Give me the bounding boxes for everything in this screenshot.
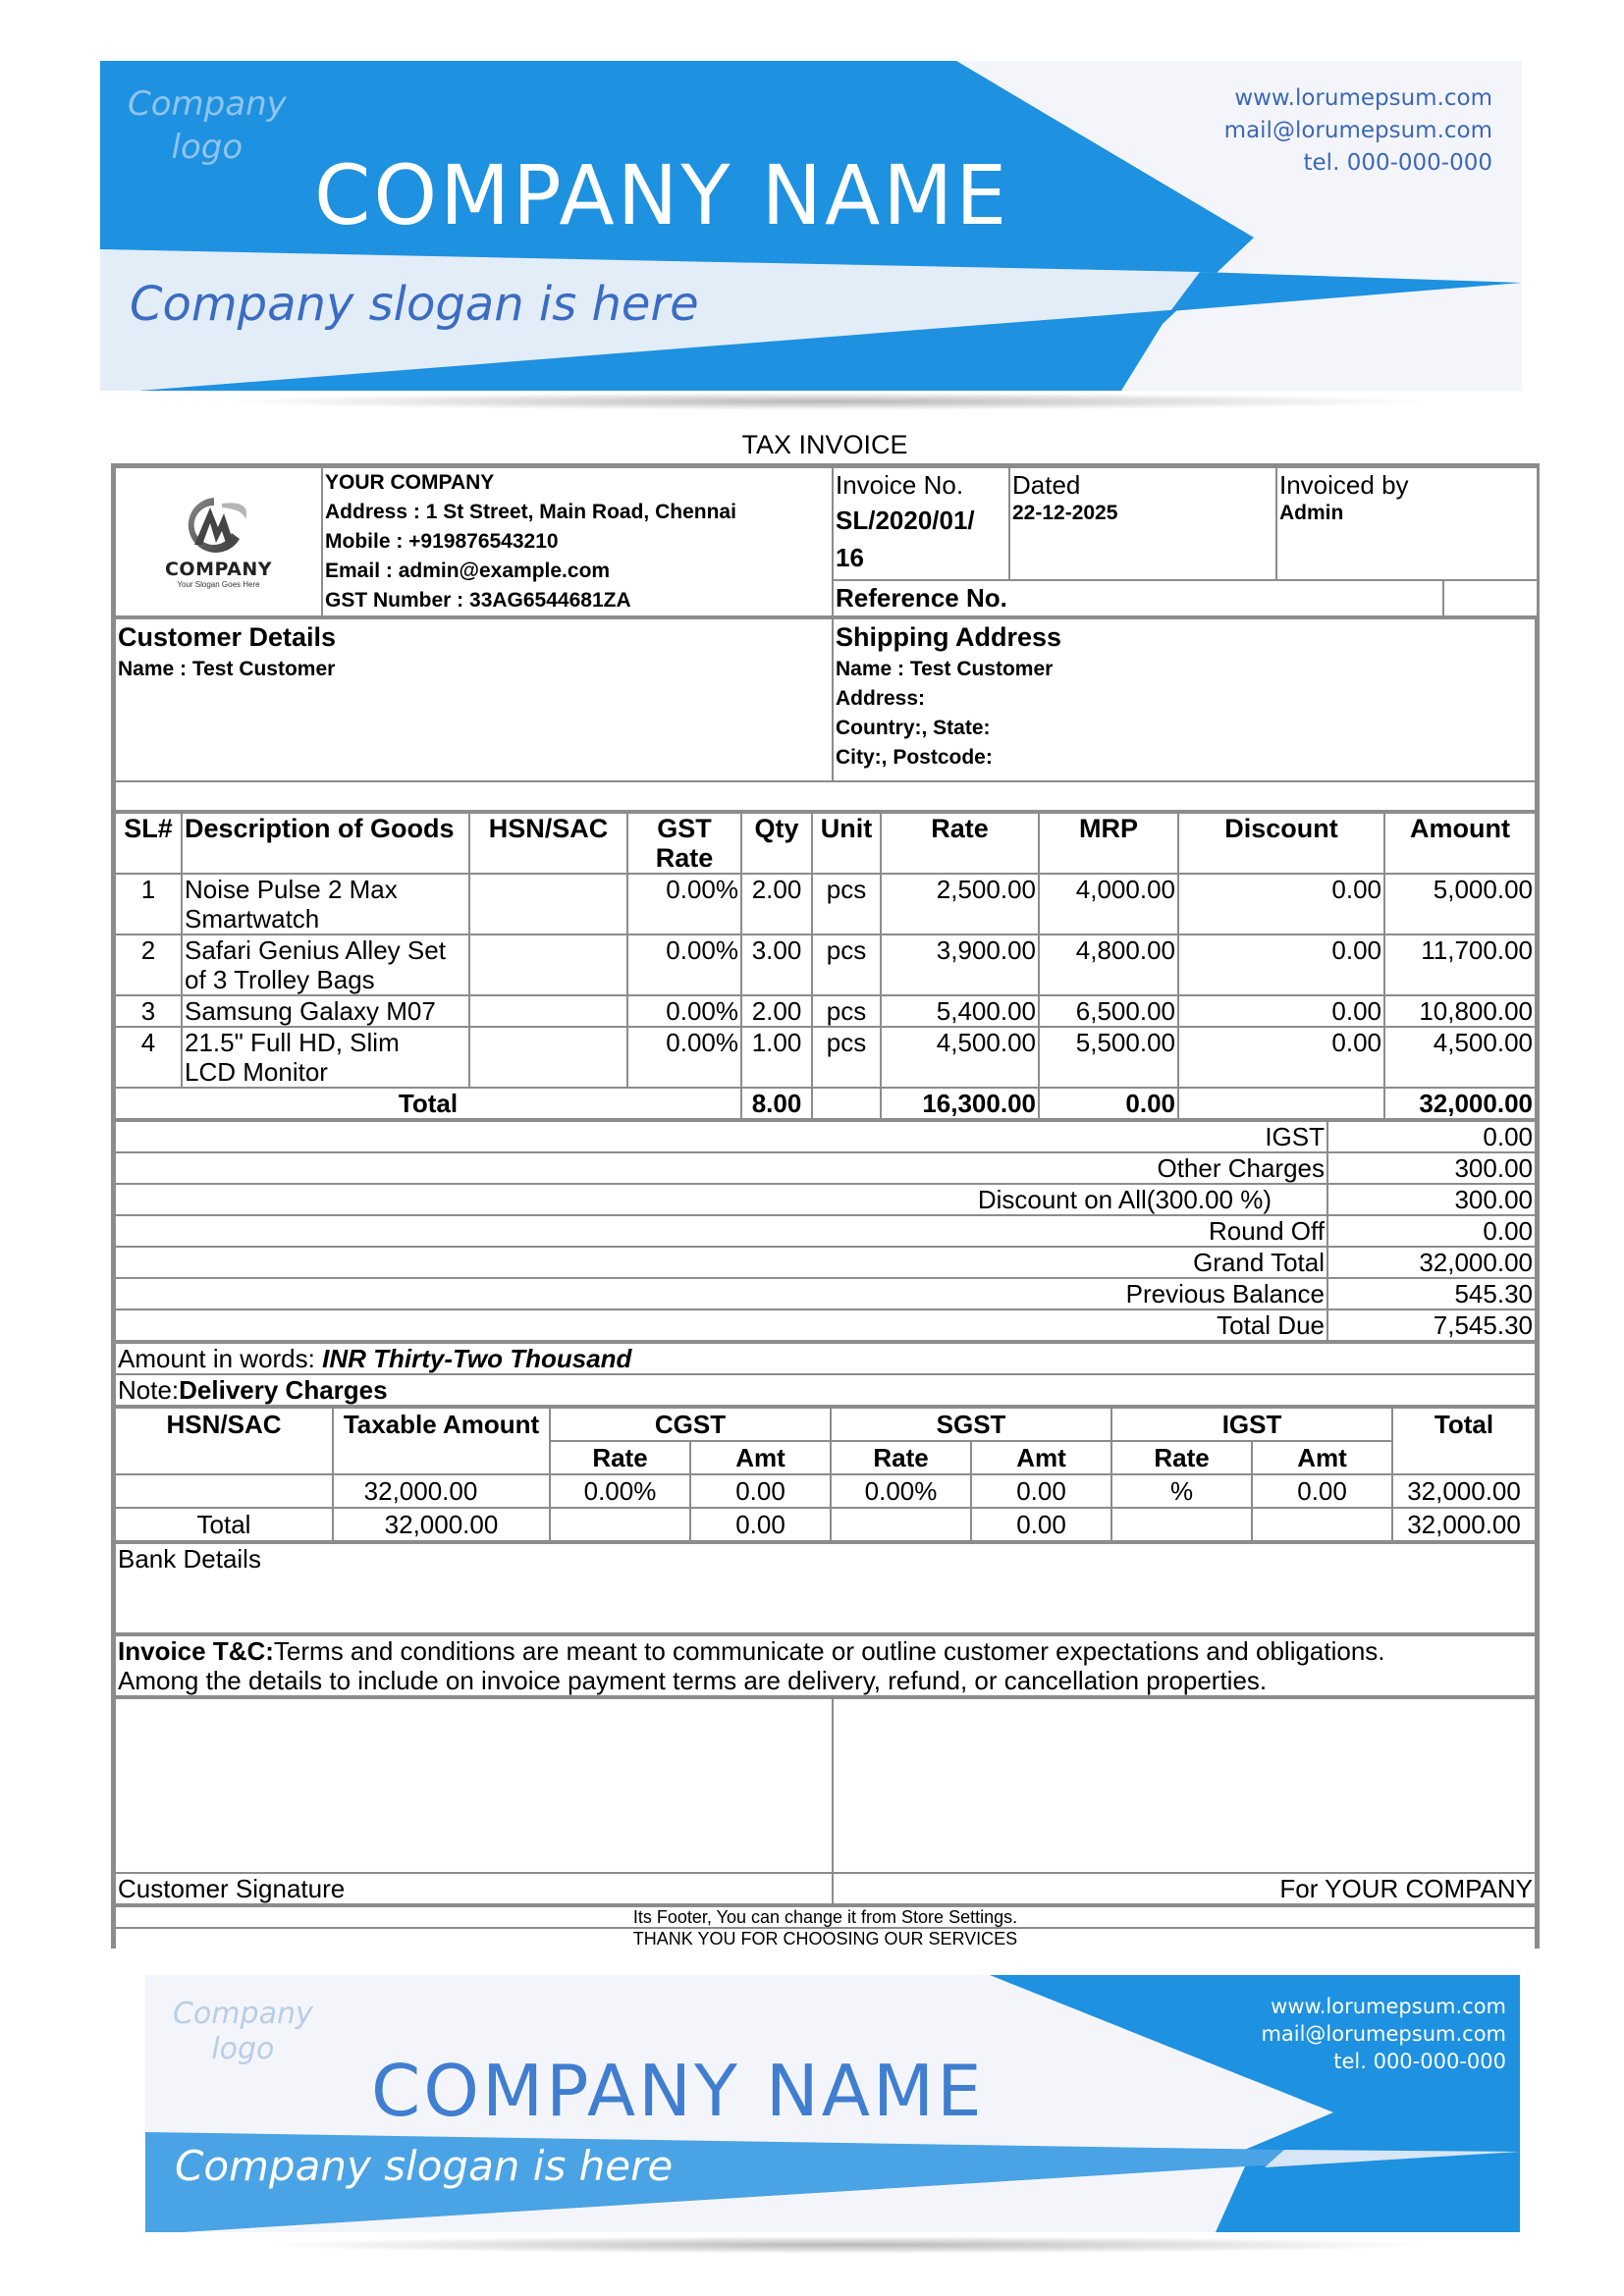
item-unit: pcs — [812, 874, 881, 934]
customer-details-title: Customer Details — [118, 622, 337, 652]
table-row — [115, 995, 1536, 1027]
banner-slogan: Company slogan is here — [130, 277, 699, 332]
shipping-address-line: Address: — [836, 687, 926, 710]
item-gst-rate: 0.00% — [627, 1027, 741, 1088]
tax-total-sgst-rate — [831, 1508, 971, 1541]
customer-signature-area — [115, 1698, 833, 1873]
invoice-no-value-line1: SL/2020/01/ — [836, 506, 975, 535]
item-rate: 2,500.00 — [881, 874, 1039, 934]
col-rate: Rate — [881, 813, 1039, 874]
tax-col-hsn: HSN/SAC — [115, 1408, 333, 1474]
col-description: Description of Goods — [182, 813, 469, 874]
tax-col-igst-amt: Amt — [1252, 1441, 1392, 1474]
item-description-line2: Smartwatch — [185, 904, 320, 934]
banner-contact — [1224, 82, 1492, 180]
terms-section — [114, 1634, 1537, 1697]
spacer-row — [115, 781, 1536, 811]
seller-mobile: Mobile : +919876543210 — [325, 530, 559, 553]
summary-prev-row — [115, 1278, 1536, 1309]
item-rate: 5,400.00 — [881, 995, 1039, 1027]
seller-logo — [115, 467, 322, 616]
summary-roundoff-value: 0.00 — [1327, 1215, 1536, 1247]
terms-text — [115, 1635, 1536, 1696]
item-description-line1: 21.5" Full HD, Slim — [185, 1028, 400, 1057]
summary-other-label: Other Charges — [115, 1152, 1327, 1184]
tax-col-total: Total — [1392, 1408, 1536, 1474]
footer-banner-email: mail@lorumepsum.com — [1261, 2022, 1506, 2046]
col-gst-rate — [627, 813, 741, 874]
item-qty: 2.00 — [741, 874, 812, 934]
amount-in-words — [115, 1343, 1536, 1374]
footer-banner-website: www.lorumepsum.com — [1271, 1995, 1506, 2018]
item-description-line1: Safari Genius Alley Set — [185, 935, 446, 965]
tax-col-cgst: CGST — [550, 1408, 831, 1441]
tax-hsn — [115, 1474, 333, 1508]
dated-value: 22-12-2025 — [1012, 502, 1118, 524]
banner-phone: tel. 000-000-000 — [1303, 150, 1492, 176]
tax-col-taxable: Taxable Amount — [333, 1408, 550, 1474]
tax-sgst-amt: 0.00 — [971, 1474, 1111, 1508]
col-amount: Amount — [1384, 813, 1536, 874]
item-gst-rate: 0.00% — [627, 874, 741, 934]
summary-other-row — [115, 1152, 1536, 1184]
summary-due-value: 7,545.30 — [1327, 1309, 1536, 1341]
item-mrp: 5,500.00 — [1039, 1027, 1178, 1088]
customer-details — [115, 618, 833, 781]
summary-other-value: 300.00 — [1327, 1152, 1536, 1184]
footer-banner-slogan: Company slogan is here — [175, 2142, 674, 2190]
item-rate: 4,500.00 — [881, 1027, 1039, 1088]
banner-logo-placeholder — [128, 82, 287, 169]
item-amount: 11,700.00 — [1384, 934, 1536, 995]
footer-banner-logo-placeholder — [173, 1997, 313, 2067]
item-unit: pcs — [812, 995, 881, 1027]
tax-col-igst: IGST — [1111, 1408, 1392, 1441]
item-gst-rate: 0.00% — [627, 934, 741, 995]
item-gst-rate: 0.00% — [627, 995, 741, 1027]
item-discount: 0.00 — [1178, 1027, 1384, 1088]
amount-in-words-value: INR Thirty-Two Thousand — [322, 1344, 632, 1373]
summary-grand-label: Grand Total — [115, 1247, 1327, 1278]
reference-cell — [833, 580, 1443, 616]
item-qty: 3.00 — [741, 934, 812, 995]
address-section — [114, 617, 1537, 812]
company-signature-area — [833, 1698, 1536, 1873]
footer-line1: Its Footer, You can change it from Store Settings. — [115, 1906, 1536, 1928]
invoice — [111, 463, 1540, 1949]
item-discount: 0.00 — [1178, 995, 1384, 1027]
invoiced-by-label: Invoiced by — [1279, 470, 1409, 500]
footer-banner-phone: tel. 000-000-000 — [1333, 2050, 1506, 2073]
shipping-city-postcode: City:, Postcode: — [836, 746, 993, 769]
tax-total-cgst-rate — [550, 1508, 690, 1541]
tax-cgst-amt: 0.00 — [690, 1474, 831, 1508]
item-description — [182, 995, 469, 1027]
banner-logo-line1: Company — [128, 84, 287, 124]
item-mrp: 6,500.00 — [1039, 995, 1178, 1027]
footer-banner-contact — [1261, 1993, 1506, 2075]
item-description-line2: LCD Monitor — [185, 1057, 328, 1087]
customer-name: Name : Test Customer — [118, 658, 336, 680]
items-body — [115, 874, 1536, 1088]
signature-section — [114, 1697, 1537, 1905]
summary-igst-row — [115, 1121, 1536, 1152]
shipping-address — [833, 618, 1536, 781]
summary-prev-value: 545.30 — [1327, 1278, 1536, 1309]
item-qty: 2.00 — [741, 995, 812, 1027]
summary-roundoff-row — [115, 1215, 1536, 1247]
bank-details-title: Bank Details — [115, 1543, 1536, 1633]
col-sl: SL# — [115, 813, 182, 874]
seller-details — [322, 467, 833, 616]
company-signature-label: For YOUR COMPANY — [833, 1873, 1536, 1904]
tax-total-igst-amt — [1252, 1508, 1392, 1541]
logo-word: COMPANY — [164, 558, 273, 580]
col-gst-rate-line1: GST — [657, 814, 712, 843]
tax-col-cgst-rate: Rate — [550, 1441, 690, 1474]
seller-address: Address : 1 St Street, Main Road, Chennai — [325, 501, 736, 523]
col-discount: Discount — [1178, 813, 1384, 874]
logo-slogan: Your Slogan Goes Here — [177, 579, 260, 589]
reference-value — [1443, 580, 1538, 616]
amount-in-words-label: Amount in words: — [118, 1344, 323, 1373]
invoice-no-label: Invoice No. — [836, 470, 964, 500]
table-row — [115, 934, 1536, 995]
items-total-unit — [812, 1088, 881, 1119]
item-rate: 3,900.00 — [881, 934, 1039, 995]
items-total-qty: 8.00 — [741, 1088, 812, 1119]
item-hsn — [469, 934, 627, 995]
item-description — [182, 874, 469, 934]
seller-name: YOUR COMPANY — [325, 471, 495, 494]
summary-discount-value: 300.00 — [1327, 1184, 1536, 1215]
tax-col-sgst-rate: Rate — [831, 1441, 971, 1474]
note — [115, 1374, 1536, 1406]
summary-grand-row — [115, 1247, 1536, 1278]
terms-label: Invoice T&C: — [118, 1636, 274, 1666]
tax-row — [115, 1474, 1536, 1508]
item-sl: 4 — [115, 1027, 182, 1088]
summary-igst-label: IGST — [115, 1121, 1327, 1152]
banner-shadow — [214, 393, 1436, 410]
tax-cgst-rate: 0.00% — [550, 1474, 690, 1508]
tax-total-igst-rate — [1111, 1508, 1252, 1541]
banner-logo-line2: logo — [171, 128, 244, 167]
footer-banner-company-name: COMPANY NAME — [371, 2050, 985, 2132]
item-amount: 5,000.00 — [1384, 874, 1536, 934]
summary-discount-label: Discount on All(300.00 %) — [115, 1184, 1327, 1215]
logo-fineprint — [118, 589, 319, 597]
items-total-amount: 32,000.00 — [1384, 1088, 1536, 1119]
tax-col-sgst: SGST — [831, 1408, 1111, 1441]
amount-note-section — [114, 1342, 1537, 1407]
items-total-label: Total — [115, 1088, 741, 1119]
note-label: Note: — [118, 1375, 180, 1405]
tax-col-igst-rate: Rate — [1111, 1441, 1252, 1474]
item-mrp: 4,800.00 — [1039, 934, 1178, 995]
item-unit: pcs — [812, 1027, 881, 1088]
dated-label: Dated — [1012, 470, 1081, 500]
tax-total-label: Total — [115, 1508, 333, 1541]
invoiced-by-value: Admin — [1279, 502, 1344, 524]
item-hsn — [469, 1027, 627, 1088]
tax-sgst-rate: 0.00% — [831, 1474, 971, 1508]
item-qty: 1.00 — [741, 1027, 812, 1088]
items-total-row — [115, 1088, 1536, 1119]
item-unit: pcs — [812, 934, 881, 995]
terms-line2: Among the details to include on invoice payment terms are delivery, refund, or cancellation properties. — [118, 1666, 1268, 1695]
summary-due-label: Total Due — [115, 1309, 1327, 1341]
item-mrp: 4,000.00 — [1039, 874, 1178, 934]
item-description-line2: of 3 Trolley Bags — [185, 965, 375, 994]
item-sl: 3 — [115, 995, 182, 1027]
tax-igst-rate: % — [1111, 1474, 1252, 1508]
col-unit: Unit — [812, 813, 881, 874]
note-value: Delivery Charges — [179, 1375, 388, 1405]
col-gst-rate-line2: Rate — [655, 843, 714, 873]
summary-discount-row — [115, 1184, 1536, 1215]
tax-total-cgst-amt: 0.00 — [690, 1508, 831, 1541]
item-discount: 0.00 — [1178, 934, 1384, 995]
shipping-country-state: Country:, State: — [836, 717, 991, 739]
item-discount: 0.00 — [1178, 874, 1384, 934]
company-logo-icon — [175, 494, 263, 559]
summary-due-row — [115, 1309, 1536, 1341]
item-description-line1: Noise Pulse 2 Max — [185, 875, 398, 904]
shipping-address-title: Shipping Address — [836, 622, 1062, 652]
dated-cell — [1009, 467, 1276, 580]
tax-total-row — [115, 1508, 1536, 1541]
item-amount: 10,800.00 — [1384, 995, 1536, 1027]
seller-gst: GST Number : 33AG6544681ZA — [325, 589, 631, 612]
shipping-name: Name : Test Customer — [836, 658, 1054, 680]
items-total-mrp: 0.00 — [1039, 1088, 1178, 1119]
customer-signature-label: Customer Signature — [115, 1873, 833, 1904]
tax-col-sgst-amt: Amt — [971, 1441, 1111, 1474]
col-mrp: MRP — [1039, 813, 1178, 874]
summary-table — [114, 1120, 1537, 1342]
tax-total: 32,000.00 — [1392, 1474, 1536, 1508]
table-row — [115, 1027, 1536, 1088]
item-amount: 4,500.00 — [1384, 1027, 1536, 1088]
bank-section — [114, 1542, 1537, 1634]
banner-website: www.lorumepsum.com — [1234, 85, 1492, 111]
summary-roundoff-label: Round Off — [115, 1215, 1327, 1247]
item-hsn — [469, 874, 627, 934]
seller-header — [114, 466, 1539, 617]
reference-label: Reference No. — [836, 583, 1007, 614]
invoice-no-cell — [833, 467, 1009, 580]
invoice-no-value-line2: 16 — [836, 543, 864, 572]
item-sl: 2 — [115, 934, 182, 995]
summary-igst-value: 0.00 — [1327, 1121, 1536, 1152]
item-sl: 1 — [115, 874, 182, 934]
items-total-discount — [1178, 1088, 1384, 1119]
invoice-footer — [114, 1905, 1537, 1949]
banner-email: mail@lorumepsum.com — [1223, 118, 1492, 143]
tax-taxable: 32,000.00 — [333, 1474, 550, 1508]
item-description — [182, 1027, 469, 1088]
tax-total-taxable: 32,000.00 — [333, 1508, 550, 1541]
footer-banner-logo-line1: Company — [173, 1997, 313, 2031]
item-description — [182, 934, 469, 995]
tax-summary-table — [114, 1407, 1537, 1542]
tax-total-total: 32,000.00 — [1392, 1508, 1536, 1541]
col-hsn: HSN/SAC — [469, 813, 627, 874]
footer-line2: THANK YOU FOR CHOOSING OUR SERVICES — [115, 1928, 1536, 1949]
header-banner — [100, 61, 1522, 391]
col-qty: Qty — [741, 813, 812, 874]
tax-igst-amt: 0.00 — [1252, 1474, 1392, 1508]
tax-total-sgst-amt: 0.00 — [971, 1508, 1111, 1541]
footer-banner — [145, 1975, 1520, 2232]
summary-grand-value: 32,000.00 — [1327, 1247, 1536, 1278]
footer-banner-logo-line2: logo — [211, 2032, 275, 2066]
table-row — [115, 874, 1536, 934]
banner-company-name: COMPANY NAME — [314, 147, 1010, 243]
items-total-rate: 16,300.00 — [881, 1088, 1039, 1119]
items-table — [114, 812, 1537, 1120]
tax-col-cgst-amt: Amt — [690, 1441, 831, 1474]
document-title: TAX INVOICE — [741, 430, 908, 459]
terms-line1: Terms and conditions are meant to communicate or outline customer expectations and obligations. — [273, 1636, 1385, 1666]
item-hsn — [469, 995, 627, 1027]
summary-prev-label: Previous Balance — [115, 1278, 1327, 1309]
seller-email: Email : admin@example.com — [325, 560, 611, 582]
footer-banner-shadow — [255, 2236, 1437, 2254]
item-description-line1: Samsung Galaxy M07 — [185, 996, 436, 1026]
items-header-row — [115, 813, 1536, 874]
invoiced-by-cell — [1276, 467, 1538, 580]
